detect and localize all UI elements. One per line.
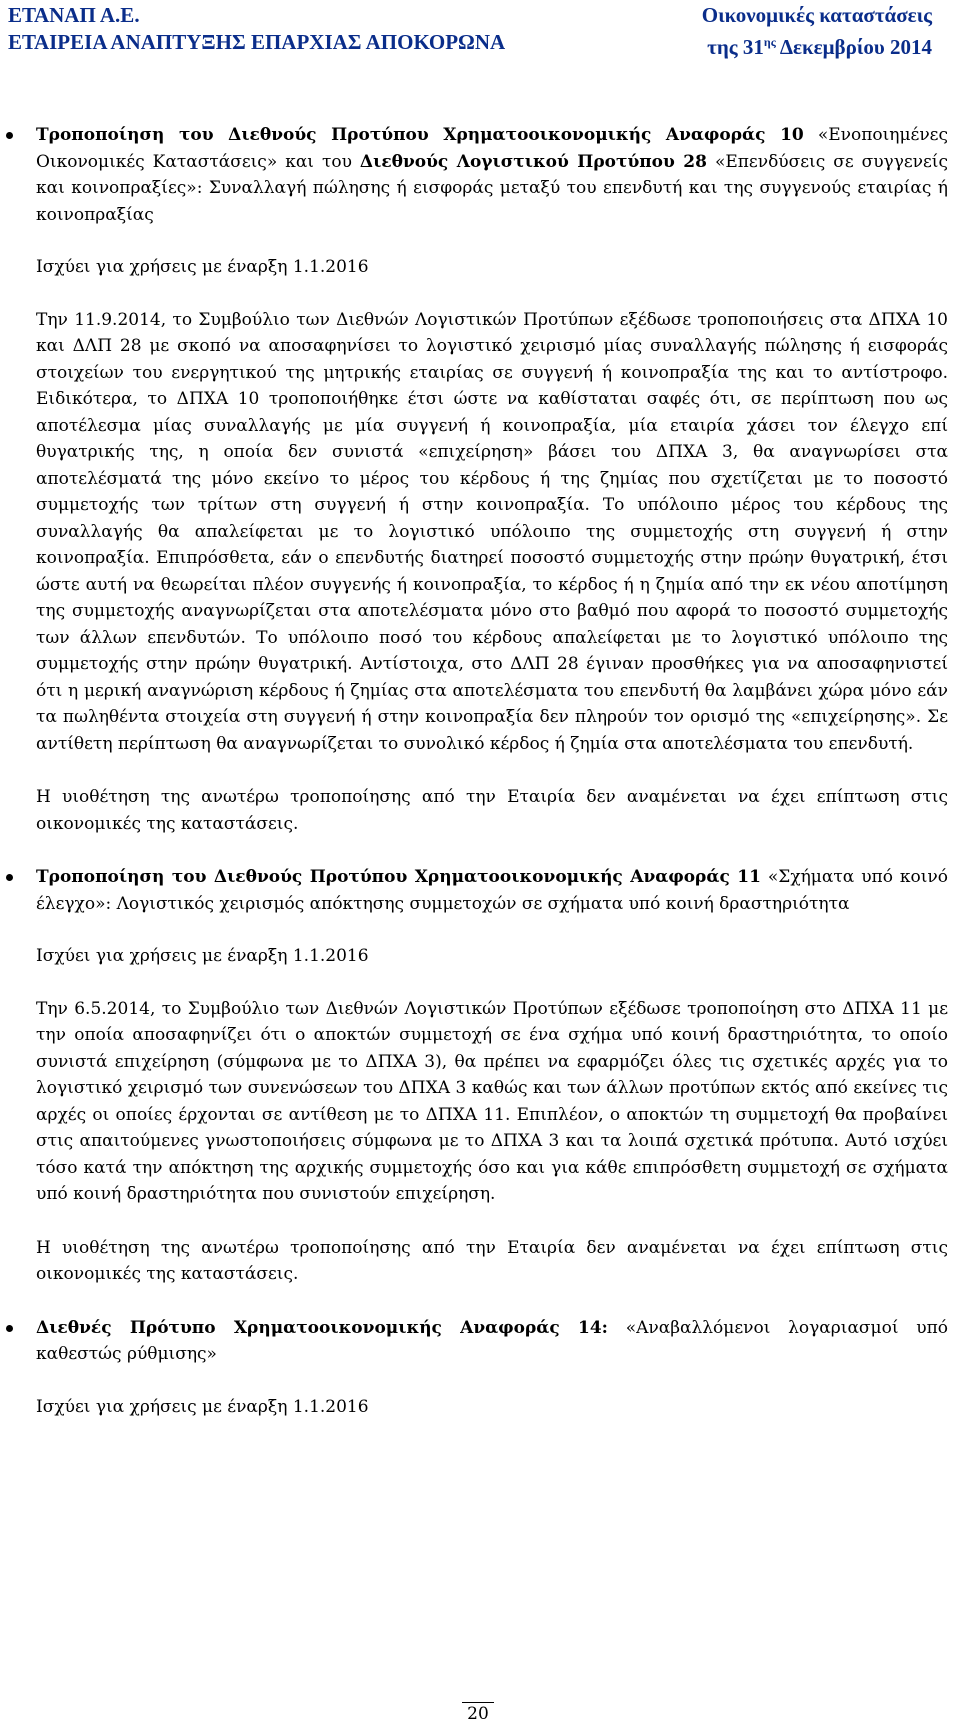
section-ifrs14 xyxy=(36,1315,948,1368)
section-ifrs10-ias28 xyxy=(36,122,948,228)
heading-rest: «Σχήματα υπό κοινό έλεγχο»: Λογιστικός χειρισμός απόκτησης συμμετοχών σε σχήματα υπό κοινή δραστηριότητα xyxy=(36,867,948,914)
body-paragraph: Την 6.5.2014, το Συμβούλιο των Διεθνών Λογιστικών Προτύπων εξέδωσε τροποποίηση στο ΔΠΧΑ 11 με την οποία αποσαφηνίζει ότι ο αποκτών συμμετοχή σε ένα σχήμα υπό κοινή δραστηριότητα, το οποίο συνιστά επιχείρηση (σύμφωνα με το ΔΠΧΑ 3), θα πρέπει να εφαρμόζει όλες τις σχετικές αρχές για το λογιστικό χειρισμό των συνενώσεων του ΔΠΧΑ 3 καθώς και των άλλων προτύπων εκτός από εκείνες τις αρχές οι οποίες έρχονται σε αντίθεση με το ΔΠΧΑ 11. Επιπλέον, ο αποκτών τη συμμετοχή θα προβαίνει στις απαιτούμενες γνωστοποιήσεις σύμφωνα με το ΔΠΧΑ 3 και τα λοιπά σχετικά πρότυπα. Αυτό ισχύει τόσο κατά την απόκτηση της αρχικής συμμετοχής όσο και για κάθε επιπρόσθετη συμμετοχή σε σχήματα υπό κοινή δραστηριότητα που συνιστούν επιχείρηση. xyxy=(36,998,948,1204)
reporting-period xyxy=(702,29,932,61)
page-header xyxy=(0,0,960,60)
heading-bold-2: Διεθνούς Λογιστικού Προτύπου 28 xyxy=(359,151,707,172)
body-paragraph: Την 11.9.2014, το Συμβούλιο των Διεθνών Λογιστικών Προτύπων εξέδωσε τροποποιήσεις στα ΔΠΧΑ 10 και ΔΛΠ 28 με σκοπό να αποσαφηνίσει το λογιστικό χειρισμό μίας συναλλαγής πώλησης ή εισφοράς στοιχείων του ενεργητικού της μητρικής εταιρίας σε συγγενή ή κοινοπραξία της και το αντίστροφο. Ειδικότερα, το ΔΠΧΑ 10 τροποποιήθηκε έτσι ώστε να καθίσταται σαφές ότι, σε περίπτωση που ως αποτέλεσμα μίας συναλλαγής με μία συγγενή ή κοινοπραξία, μία εταιρία χάσει τον έλεγχο επί θυγατρικής της, η οποία δεν συνιστά «επιχείρηση» βάσει του ΔΠΧΑ 3, θα αναγνωρίσει στα αποτελέσματά της μόνο εκείνο το μέρος του κέρδους ή της ζημίας που σχετίζεται με το ποσοστό συμμετοχής των τρίτων στη συγγενή ή στην κοινοπραξία. Το υπόλοιπο μέρος του κέρδους της συναλλαγής θα απαλείφεται με το λογιστικό υπόλοιπο της συμμετοχής στη συγγενή ή στην κοινοπραξία. Επιπρόσθετα, εάν ο επενδυτής διατηρεί ποσοστό συμμετοχής στην πρώην θυγατρική, έτσι ώστε αυτή να θεωρείται πλέον συγγενής ή κοινοπραξία, το κέρδος ή η ζημία από την εκ νέου αποτίμηση της συμμετοχής αναγνωρίζεται στα αποτελέσματα μόνο στο βαθμό που αφορά το ποσοστό συμμετοχής των άλλων επενδυτών. Το υπόλοιπο ποσό του κέρδους απαλείφεται με το λογιστικό υπόλοιπο της συμμετοχής στην πρώην θυγατρική. Αντίστοιχα, στο ΔΛΠ 28 έγιναν προσθήκες για να αποσαφηνιστεί ότι η μερική αναγνώριση κέρδους ή ζημίας στα αποτελέσματα του επενδυτή θα λαμβάνει χώρα μόνο εάν τα πωληθέντα στοιχεία στη συγγενή ή στην κοινοπραξία δεν πληρούν τον ορισμό της «επιχείρησης». Σε αντίθετη περίπτωση θα αναγνωρίζεται το συνολικό κέρδος ή ζημία στα αποτελέσματα του επενδυτή. xyxy=(36,309,948,754)
page-number: 20 xyxy=(467,1704,489,1724)
header-left xyxy=(8,2,505,56)
footer-divider xyxy=(462,1702,494,1703)
section-heading xyxy=(36,122,948,228)
period-prefix: της 31 xyxy=(707,35,764,59)
bullet-icon xyxy=(6,132,13,139)
effective-date: Ισχύει για χρήσεις με έναρξη 1.1.2016 xyxy=(36,1396,369,1417)
header-right xyxy=(702,2,932,61)
section-heading xyxy=(36,1315,948,1368)
effective-date: Ισχύει για χρήσεις με έναρξη 1.1.2016 xyxy=(36,946,369,966)
bullet-icon xyxy=(6,874,13,881)
heading-bold: Τροποποίηση του Διεθνούς Προτύπου Χρηματοοικονομικής Αναφοράς 11 xyxy=(36,867,761,887)
body-paragraph: Η υιοθέτηση της ανωτέρω τροποποίησης από την Εταιρία δεν αναμένεται να έχει επίπτωση στις οικονομικές της καταστάσεις. xyxy=(36,787,948,834)
document-title: Οικονομικές καταστάσεις xyxy=(701,3,932,27)
heading-text: «Ενοποιημένες Οικονομικές Καταστάσεις» και του xyxy=(36,125,949,172)
heading-rest: «Αναβαλλόμενοι λογαριασμοί υπό καθεστώς ρύθμισης» xyxy=(36,1317,948,1364)
section-heading xyxy=(36,864,948,917)
section-ifrs11 xyxy=(36,864,948,917)
heading-bold: Τροποποίηση του Διεθνούς Προτύπου Χρηματοοικονομικής Αναφοράς 10 xyxy=(36,125,804,145)
period-suffix: Δεκεμβρίου 2014 xyxy=(775,35,932,59)
document-body xyxy=(36,122,948,1420)
bullet-icon xyxy=(6,1325,13,1332)
body-paragraph: Η υιοθέτηση της ανωτέρω τροποποίησης από την Εταιρία δεν αναμένεται να έχει επίπτωση στις οικονομικές της καταστάσεις. xyxy=(36,1237,948,1284)
company-full-name: ΕΤΑΙΡΕΙΑ ΑΝΑΠΤΥΞΗΣ ΕΠΑΡΧΙΑΣ ΑΠΟΚΟΡΩΝΑ xyxy=(8,30,506,54)
period-superscript: ης xyxy=(763,35,776,49)
heading-bold: Διεθνές Πρότυπο Χρηματοοικονομικής Αναφοράς 14: xyxy=(36,1317,608,1338)
company-short-name: ΕΤΑΝΑΠ Α.Ε. xyxy=(8,3,140,27)
effective-date: Ισχύει για χρήσεις με έναρξη 1.1.2016 xyxy=(36,257,369,277)
heading-rest: «Επενδύσεις σε συγγενείς και κοινοπραξίες»: Συναλλαγή πώλησης ή εισφοράς μεταξύ του επενδυτή και της συγγενούς εταιρίας ή κοινοπραξίας xyxy=(36,151,948,225)
